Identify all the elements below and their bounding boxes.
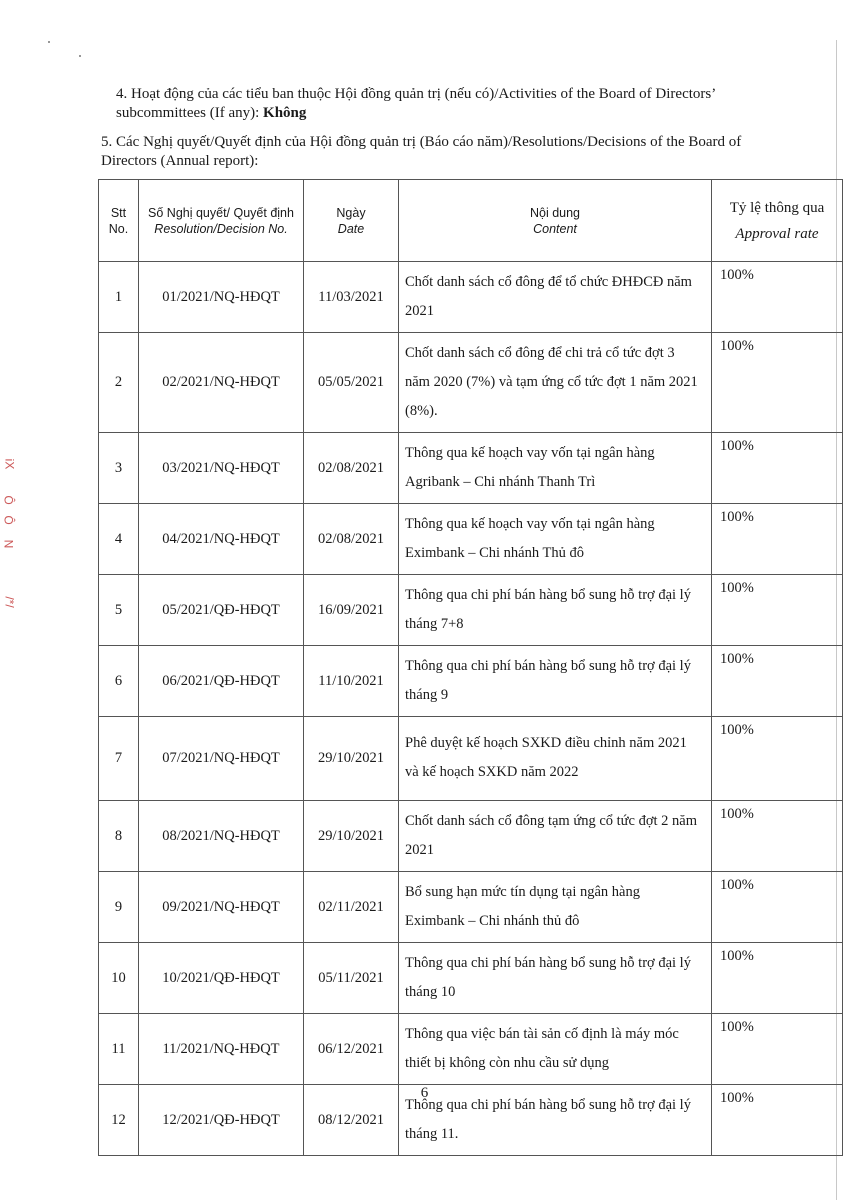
cell-content: Thông qua kế hoạch vay vốn tại ngân hàng Eximbank – Chi nhánh Thủ đô (399, 504, 712, 575)
cell-content: Chốt danh sách cổ đông tạm ứng cổ tức đợt 2 năm 2021 (399, 801, 712, 872)
table-row (99, 262, 843, 333)
cell-rate: 100% (712, 1014, 843, 1085)
header-content: Nội dung Content (399, 180, 712, 262)
cell-stt: 4 (99, 504, 139, 575)
stamp-fragment: iX (2, 458, 17, 470)
header-approval-rate: Tỷ lệ thông qua Approval rate (712, 180, 843, 262)
cell-date: 05/05/2021 (304, 333, 399, 433)
cell-date: 16/09/2021 (304, 575, 399, 646)
table-row (99, 872, 843, 943)
cell-date: 29/10/2021 (304, 717, 399, 801)
cell-date: 02/11/2021 (304, 872, 399, 943)
cell-stt: 5 (99, 575, 139, 646)
table-row (99, 943, 843, 1014)
cell-number: 09/2021/NQ-HĐQT (139, 872, 304, 943)
cell-date: 08/12/2021 (304, 1085, 399, 1156)
resolutions-table (98, 179, 843, 1156)
cell-number: 01/2021/NQ-HĐQT (139, 262, 304, 333)
header-stt: Stt No. (99, 180, 139, 262)
cell-content: Chốt danh sách cổ đông để chi trả cổ tức đợt 3 năm 2020 (7%) và tạm ứng cổ tức đợt 1 năm 2021 (8%). (399, 333, 712, 433)
cell-date: 02/08/2021 (304, 433, 399, 504)
cell-rate: 100% (712, 262, 843, 333)
stamp-fragment: Ô (1, 515, 16, 525)
section-4-paragraph (116, 85, 776, 123)
cell-stt: 2 (99, 333, 139, 433)
cell-number: 07/2021/NQ-HĐQT (139, 717, 304, 801)
table-row (99, 646, 843, 717)
cell-date: 29/10/2021 (304, 801, 399, 872)
cell-number: 04/2021/NQ-HĐQT (139, 504, 304, 575)
cell-stt: 12 (99, 1085, 139, 1156)
section-4-text: 4. Hoạt động của các tiểu ban thuộc Hội đồng quản trị (nếu có)/Activities of the Board of Directors’ subcommittees (If any): (116, 86, 716, 121)
table-row (99, 717, 843, 801)
header-number: Số Nghị quyết/ Quyết định Resolution/Decision No. (139, 180, 304, 262)
header-date: Ngày Date (304, 180, 399, 262)
cell-content: Thông qua chi phí bán hàng bổ sung hỗ trợ đại lý tháng 11. (399, 1085, 712, 1156)
cell-number: 12/2021/QĐ-HĐQT (139, 1085, 304, 1156)
cell-number: 05/2021/QĐ-HĐQT (139, 575, 304, 646)
cell-rate: 100% (712, 646, 843, 717)
cell-number: 10/2021/QĐ-HĐQT (139, 943, 304, 1014)
table-row (99, 504, 843, 575)
stamp-fragment: Ô (1, 495, 16, 505)
cell-rate: 100% (712, 333, 843, 433)
cell-content: Bổ sung hạn mức tín dụng tại ngân hàng Eximbank – Chi nhánh thủ đô (399, 872, 712, 943)
cell-stt: 6 (99, 646, 139, 717)
cell-stt: 8 (99, 801, 139, 872)
cell-number: 06/2021/QĐ-HĐQT (139, 646, 304, 717)
cell-date: 11/03/2021 (304, 262, 399, 333)
cell-number: 02/2021/NQ-HĐQT (139, 333, 304, 433)
cell-content: Thông qua chi phí bán hàng bổ sung hỗ trợ đại lý tháng 10 (399, 943, 712, 1014)
cell-content: Thông qua chi phí bán hàng bổ sung hỗ trợ đại lý tháng 9 (399, 646, 712, 717)
cell-rate: 100% (712, 575, 843, 646)
cell-stt: 7 (99, 717, 139, 801)
cell-number: 11/2021/NQ-HĐQT (139, 1014, 304, 1085)
cell-content: Thông qua chi phí bán hàng bổ sung hỗ trợ đại lý tháng 7+8 (399, 575, 712, 646)
cell-stt: 10 (99, 943, 139, 1014)
cell-rate: 100% (712, 504, 843, 575)
scan-speck (79, 55, 81, 57)
cell-rate: 100% (712, 1085, 843, 1156)
cell-stt: 3 (99, 433, 139, 504)
table-row (99, 433, 843, 504)
table-row (99, 333, 843, 433)
cell-date: 02/08/2021 (304, 504, 399, 575)
cell-content: Phê duyệt kế hoạch SXKD điều chỉnh năm 2021 và kế hoạch SXKD năm 2022 (399, 717, 712, 801)
margin-stamp (0, 455, 26, 630)
table-row (99, 1014, 843, 1085)
cell-date: 06/12/2021 (304, 1014, 399, 1085)
cell-rate: 100% (712, 943, 843, 1014)
table-row (99, 801, 843, 872)
cell-date: 11/10/2021 (304, 646, 399, 717)
section-5-paragraph (101, 133, 791, 171)
cell-stt: 9 (99, 872, 139, 943)
cell-rate: 100% (712, 872, 843, 943)
cell-number: 08/2021/NQ-HĐQT (139, 801, 304, 872)
stamp-fragment: /*/ (2, 596, 17, 608)
scan-speck (48, 41, 50, 43)
section-5-text: 5. Các Nghị quyết/Quyết định của Hội đồng quản trị (Báo cáo năm)/Resolutions/Decisions of the Board of Directors (Annual report): (101, 134, 742, 169)
cell-stt: 11 (99, 1014, 139, 1085)
table-row (99, 575, 843, 646)
cell-content: Thông qua kế hoạch vay vốn tại ngân hàng Agribank – Chi nhánh Thanh Trì (399, 433, 712, 504)
page-number: 6 (420, 1085, 429, 1101)
cell-stt: 1 (99, 262, 139, 333)
section-4-answer: Không (263, 105, 307, 121)
cell-number: 03/2021/NQ-HĐQT (139, 433, 304, 504)
cell-content: Chốt danh sách cổ đông để tổ chức ĐHĐCĐ năm 2021 (399, 262, 712, 333)
cell-rate: 100% (712, 717, 843, 801)
table-header-row (99, 180, 843, 262)
cell-content: Thông qua việc bán tài sản cố định là máy móc thiết bị không còn nhu cầu sử dụng (399, 1014, 712, 1085)
cell-rate: 100% (712, 433, 843, 504)
stamp-fragment: N (1, 539, 16, 549)
cell-date: 05/11/2021 (304, 943, 399, 1014)
cell-rate: 100% (712, 801, 843, 872)
